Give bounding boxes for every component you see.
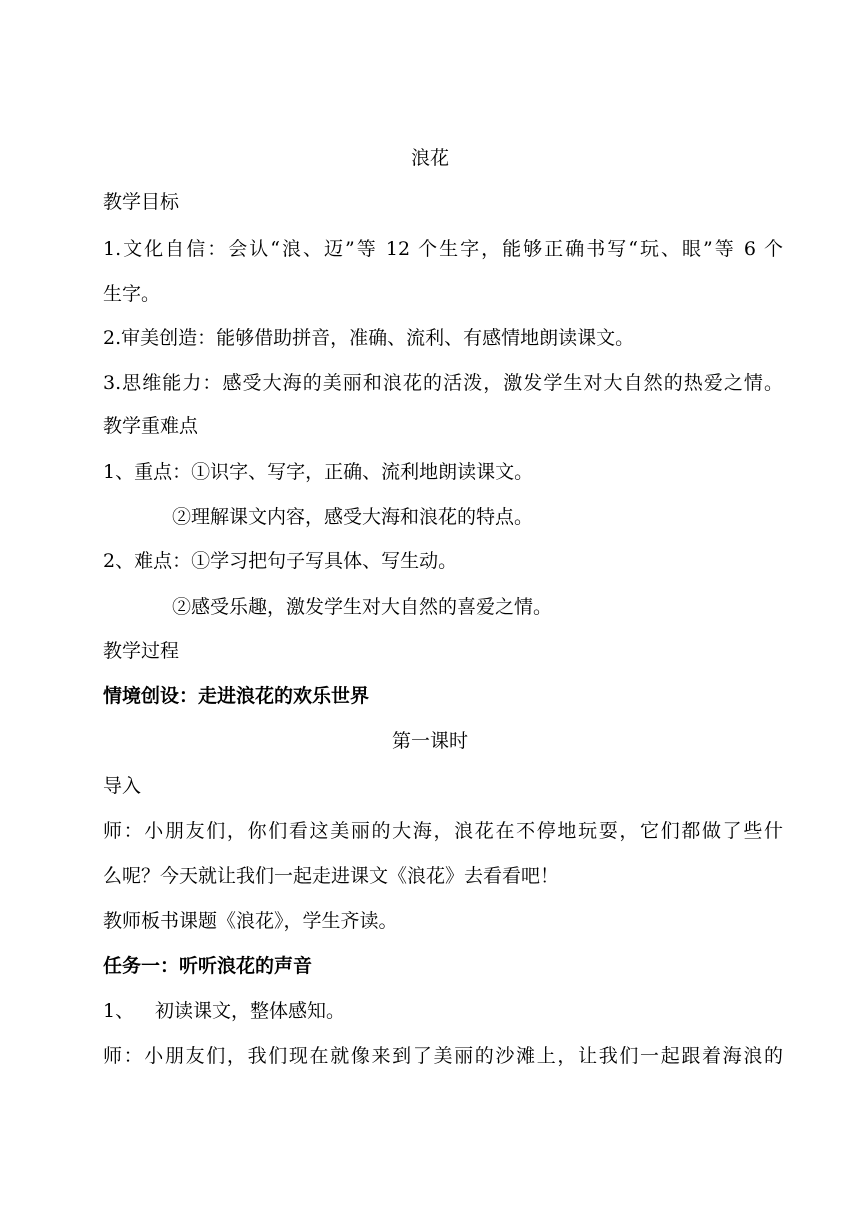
teacher-line-2: 么呢？今天就让我们一起走进课文《浪花》去看看吧！ [103, 865, 560, 887]
objective-1-line-2: 生字。 [103, 283, 161, 305]
objective-1-line-1: 1.文化自信：会认“浪、迈”等 12 个生字，能够正确书写“玩、眼”等 6 个 [103, 238, 783, 260]
task1-heading: 任务一：听听浪花的声音 [103, 955, 313, 977]
key-point-2a: 2、难点：①学习把句子写具体、写生动。 [103, 550, 458, 572]
key-points-heading: 教学重难点 [103, 415, 199, 437]
objective-2: 2.审美创造：能够借助拼音，准确、流利、有感情地朗读课文。 [103, 327, 635, 349]
process-heading: 教学过程 [103, 640, 180, 662]
period-title: 第一课时 [391, 730, 468, 752]
document-title: 浪花 [410, 147, 449, 169]
task1-step-number: 1、 [103, 1000, 135, 1022]
objective-3: 3.思维能力：感受大海的美丽和浪花的活泼，激发学生对大自然的热爱之情。 [103, 372, 783, 394]
board-line: 教师板书课题《浪花》，学生齐读。 [103, 910, 398, 932]
key-point-1b: ②理解课文内容，感受大海和浪花的特点。 [172, 506, 534, 528]
intro-heading: 导入 [103, 775, 142, 797]
scenario-heading: 情境创设：走进浪花的欢乐世界 [103, 685, 370, 707]
objectives-heading: 教学目标 [103, 191, 180, 213]
key-point-2b: ②感受乐趣，激发学生对大自然的喜爱之情。 [172, 596, 553, 618]
teacher-line-1: 师：小朋友们，你们看这美丽的大海，浪花在不停地玩耍，它们都做了些什 [103, 820, 783, 842]
teacher-line-3: 师：小朋友们，我们现在就像来到了美丽的沙滩上，让我们一起跟着海浪的 [103, 1045, 783, 1067]
key-point-1a: 1、重点：①识字、写字，正确、流利地朗读课文。 [103, 461, 534, 483]
task1-step [103, 999, 783, 1023]
task1-step-text: 初读课文，整体感知。 [155, 1000, 346, 1022]
